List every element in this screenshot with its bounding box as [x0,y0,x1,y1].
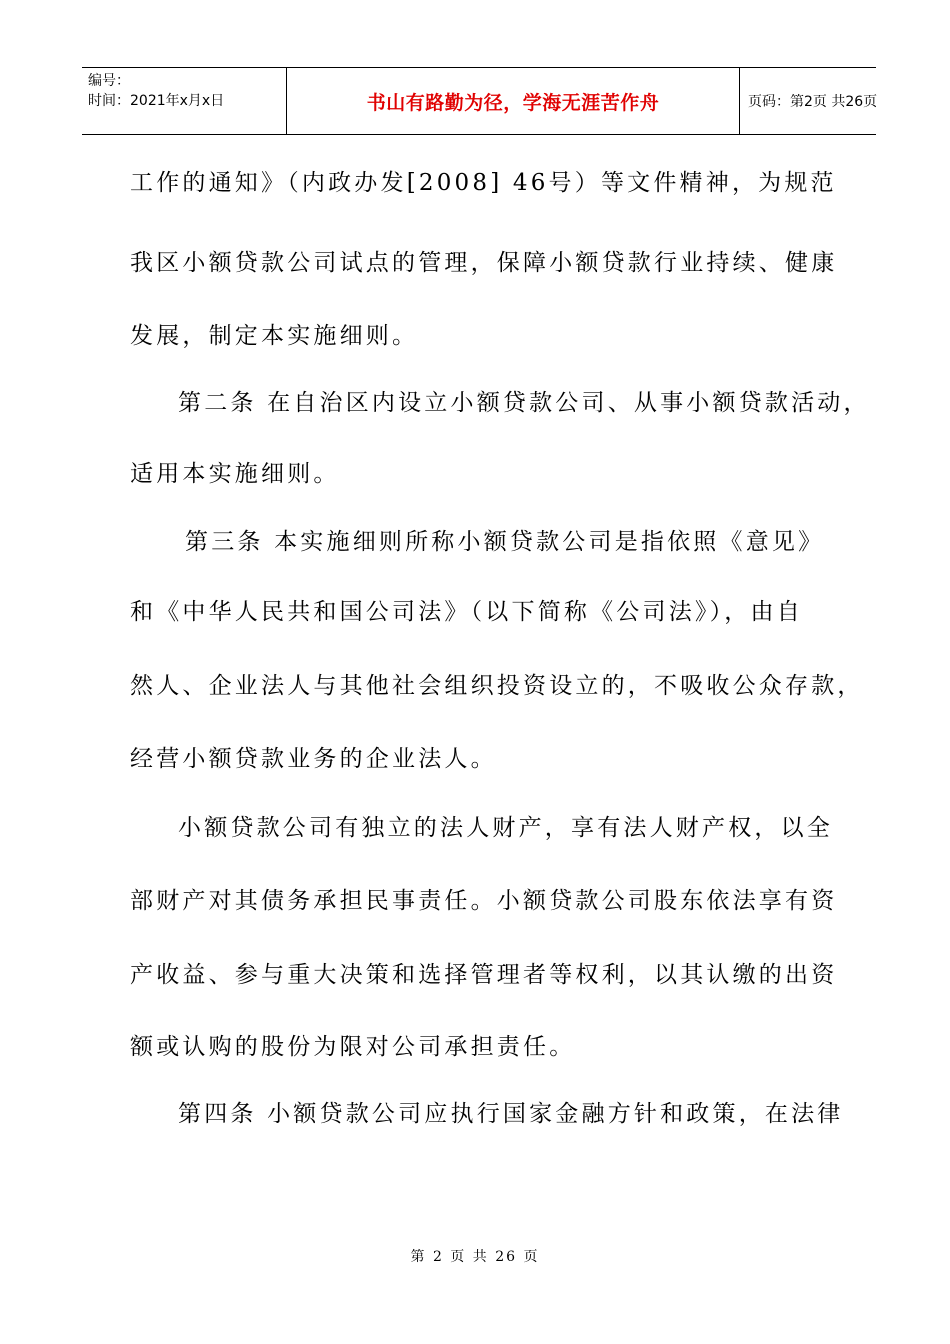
body-line: 和《中华人民共和国公司法》（以下简称《公司法》），由自 [130,599,803,625]
body-line: 产收益、参与重大决策和选择管理者等权利，以其认缴的出资 [130,962,838,988]
body-line: 第四条 小额贷款公司应执行国家金融方针和政策，在法律 [178,1101,844,1127]
page-header [82,67,876,135]
body-line: 工作的通知》（内政办发[2008] 46号）等文件精神，为规范 [130,170,837,196]
body-line: 然人、企业法人与其他社会组织投资设立的，不吸收公众存款， [130,673,864,699]
body-line: 额或认购的股份为限对公司承担责任。 [130,1034,576,1060]
header-motto-cell [286,68,740,134]
page-footer: 第 2 页 共 26 页 [410,1249,540,1265]
header-page-info: 页码：第2页 共26页 [748,94,878,110]
body-line: 经营小额贷款业务的企业法人。 [130,746,497,772]
body-line: 小额贷款公司有独立的法人财产，享有法人财产权，以全 [178,815,833,841]
document-number-label: 编号： [88,73,130,89]
header-meta-cell [82,68,286,134]
body-line: 我区小额贷款公司试点的管理，保障小额贷款行业持续、健康 [130,250,838,276]
document-time-label: 时间：2021年x月x日 [88,93,225,109]
body-line: 适用本实施细则。 [130,461,340,487]
body-line: 第二条 在自治区内设立小额贷款公司、从事小额贷款活动， [178,390,870,416]
body-line: 发展，制定本实施细则。 [130,323,419,349]
header-motto: 书山有路勤为径，学海无涯苦作舟 [366,91,660,114]
body-line: 第三条 本实施细则所称小额贷款公司是指依照《意见》 [185,529,825,555]
header-page-cell [740,68,876,134]
body-line: 部财产对其债务承担民事责任。小额贷款公司股东依法享有资 [130,888,838,914]
